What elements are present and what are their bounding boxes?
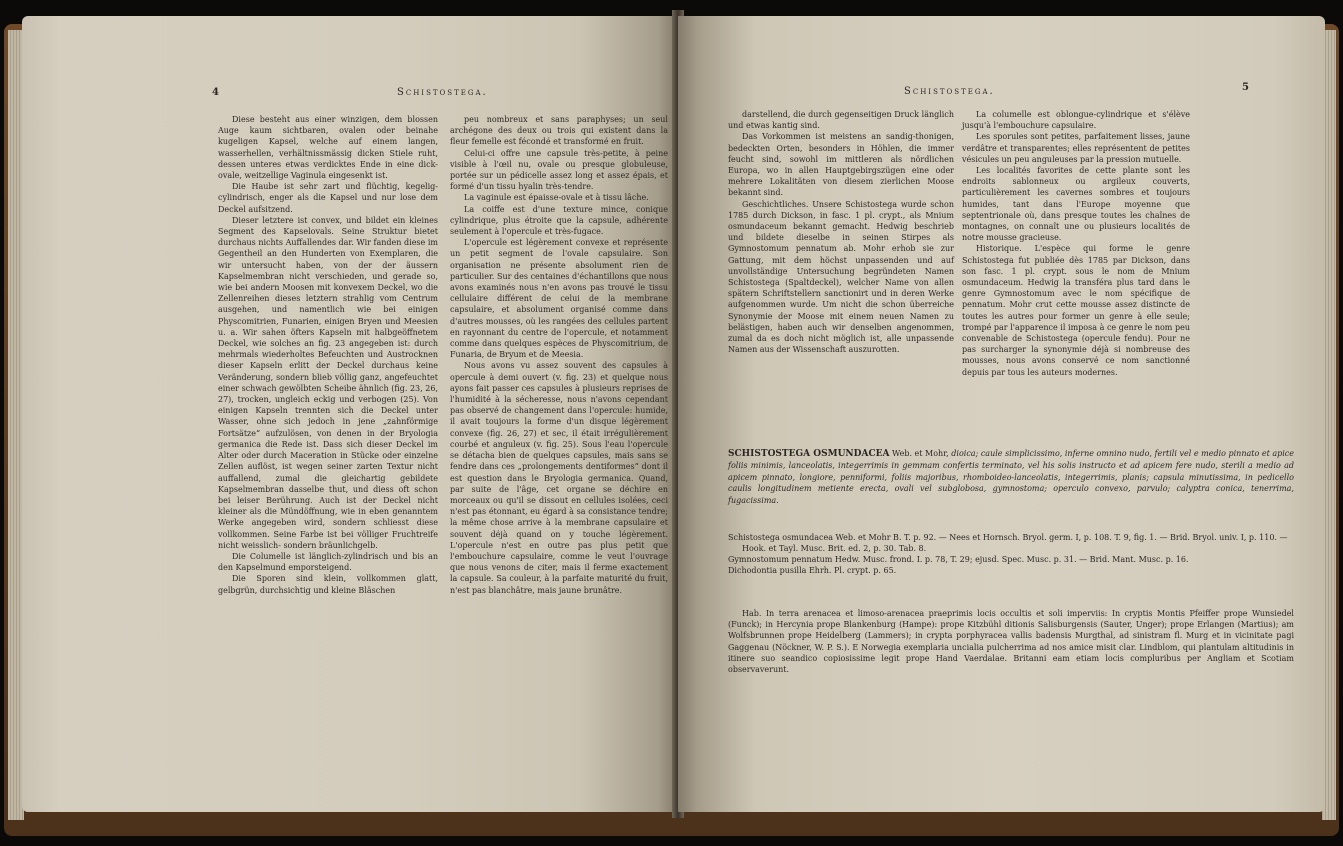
reference-entry: Dichodontia pusilla Ehrh. Pl. crypt. p. 65. bbox=[728, 566, 897, 575]
species-authors: Web. et Mohr, bbox=[892, 449, 949, 458]
paragraph: La vaginule est épaisse-ovale et à tissu lâche. bbox=[464, 193, 649, 203]
paragraph: La columelle est oblongue-cylindrique et s'élève jusqu'à l'embouchure capsulaire. bbox=[962, 110, 1190, 131]
paragraph: Hab. In terra arenacea et limoso-arenacea praeprimis locis occultis et soli imperviis: In cryptis Montis Pfeiffer prope Wunsiedel (Funck); in Hercynia prope Blankenburg (Hampe): prope Kitzbühl ditionis Salisburgensis (Sauter, Unger); prope Erlangen (Martius); am Wolfsbrunnen prope Heidelberg (Lammers); in crypta porphyracea vallis badensis Murgthal, ad sinistram fl. Murg et in vicinitate pagi Gaggenau (Nöckner, W. P. S.). E Norwegia exemplaria uncialia pulcherrima ad nos amice misit clar. Lindblom, qui plantulam altitudinis in itinere suo seandico copiosissime legit prope Hand Vaerdalae. Britanni eam etiam locis compluribus per Angliam et Scotiam observaverunt. bbox=[728, 609, 1294, 675]
reference-entry: Gymnostomum pennatum Hedw. Musc. frond. I. p. 78, T. 29; ejusd. Spec. Musc. p. 31. — Brid. Mant. Musc. p. 16. bbox=[728, 555, 1189, 564]
german-text-column bbox=[728, 109, 954, 355]
right-page bbox=[678, 16, 1325, 812]
species-diagnosis: dioica; caule simplicissimo, inferne omnino nudo, fertili vel e medio pinnato et apice foliis minimis, lanceolatis, integerrimis in gemmam confertis terminato, vel his solis instructo et ad apicem fere nudo, sterili a medio ad apicem pinnato, longiore, penniformi, foliis majoribus, rhomboideo-lanceolatis, integerrimis, planis; capsula minutissima, in pedicello caulis longitudinem metiente erecta, ovali vel subglobosa, gymnostoma; operculo convexo, parvulo; calyptra conica, tenerrima, fugacissima. bbox=[728, 449, 1295, 505]
paragraph: Geschichtliches. Unsere Schistostega wurde schon 1785 durch Dickson, in fasc. 1 pl. crypt., als Mnium osmundaceum bekannt gemacht. Hedwig beschrieb und bildete dieselbe in seinen Stirpes als Gymnostomum pennatum ab. Mohr erhob sie zur Gattung, mit dem höchst unpassenden und auf unvollständige Untersuchung begründeten Namen Schistostega (Spaltdeckel), welcher Name von allen spätern Schriftstellern sanctionirt und in deren Werke aufgenommen wurde. Um nicht die schon überreiche Synonymie der Moose mit einem neuen Namen zu belästigen, haben auch wir denselben angenommen, zumal da es doch nicht möglich ist, alle unpassende Namen aus der Wissenschaft auszurotten. bbox=[728, 199, 954, 355]
paragraph: peu nombreux et sans paraphyses; un seul archégone des deux ou trois qui existent dans la fleur femelle est fécondé et transformé en fruit. bbox=[450, 115, 668, 147]
paragraph: L'opercule est légèrement convexe et représente un petit segment de l'ovale capsulaire. Son organisation ne présente absolument rien de particulier. Sur des centaines d'échantillons que nous avons examinés nous n'en avons pas trouvé le tissu cellulaire différent de celui de la membrane capsulaire, et absolument organisé comme dans d'autres mousses, où les rangées des cellules partent en rayonnant du centre de l'opercule, et notamment comme dans quelques espèces de Physcomitrium, de Funaria, de Bryum et de Meesia. bbox=[450, 238, 668, 360]
page-number: 4 bbox=[212, 87, 219, 98]
paragraph: Historique. L'espèce qui forme le genre Schistostega fut publiée dès 1785 par Dickson, dans son fasc. 1 pl. crypt. sous le nom de Mnium osmundaceum. Hedwig la transféra plus tard dans le genre Gymnostomum avec le nom spécifique de pennatum. Mohr crut cette mousse assez distincte de toutes les autres pour former un genre à elle seule; trompé par l'apparence il imposa à ce genre le nom peu convenable de Schistostega (opercule fendu). Pour ne pas surcharger la synonymie déjà si nombreuse des mousses, nous avons conservé ce nom sanctionné depuis par tous les auteurs modernes. bbox=[962, 244, 1190, 377]
paragraph: Celui-ci offre une capsule très-petite, à peine visible à l'œil nu, ovale ou presque globuleuse, portée sur un pédicelle assez long et assez épais, et formé d'un tissu hyalin très-tendre. bbox=[450, 148, 668, 192]
paragraph: Die Columelle ist länglich-zylindrisch und bis an den Kapselmund emporsteigend. bbox=[218, 551, 438, 573]
paragraph: La coiffe est d'une texture mince, conique cylindrique, plus étroite que la capsule, adhérente seulement à l'opercule et très-fugace. bbox=[450, 204, 668, 237]
paragraph: Diese besteht aus einer winzigen, dem blossen Auge kaum sichtbaren, ovalen oder beinahe kugeligen Kapsel, welche auf einem langen, wasserhellen, verhältnissmässig dicken Stiele ruht, dessen unteres etwas verdicktes Ende in eine dick-ovale, weitzellige Vaginula eingesenkt ist. bbox=[218, 115, 438, 181]
habitat-paragraph bbox=[728, 608, 1294, 675]
german-text-column bbox=[218, 114, 438, 596]
running-head: Schistostega. bbox=[397, 87, 488, 98]
french-text-column bbox=[450, 114, 668, 596]
paragraph: Die Sporen sind klein, vollkommen glatt, gelbgrün, durchsichtig und kleine Bläschen bbox=[218, 574, 438, 595]
paragraph: Das Vorkommen ist meistens an sandig-thonigen, bedeckten Orten, besonders in Höhlen, die immer feucht sind, sowohl im mittleren als nördlichen Europa, wo in allen Hauptgebirgszügen eine oder mehrere Lokalitäten von diesem zierlichen Moose bekannt sind. bbox=[728, 132, 954, 198]
left-page bbox=[22, 16, 677, 812]
species-name: SCHISTOSTEGA OSMUNDACEA bbox=[728, 449, 890, 459]
running-head: Schistostega. bbox=[904, 86, 995, 97]
paragraph: Die Haube ist sehr zart und flüchtig, kegelig-cylindrisch, enger als die Kapsel und nur lose dem Deckel aufsitzend. bbox=[218, 182, 438, 214]
paragraph: darstellend, die durch gegenseitigen Druck länglich und etwas kantig sind. bbox=[728, 110, 954, 131]
species-heading bbox=[728, 448, 1294, 506]
french-text-column bbox=[962, 109, 1190, 378]
paragraph: Nous avons vu assez souvent des capsules à opercule à demi ouvert (v. fig. 23) et quelque nous ayons fait passer ces capsules à plusieurs reprises de l'humidité à la sécheresse, nous n'avons cependant pas observé de changement dans l'opercule: humide, il avait toujours la forme d'un disque légèrement convexe (fig. 26, 27) et sec, il était irrégulièrement courbé et anguleux (v. fig. 25). Sous l'eau l'opercule se détacha bien de quelques capsules, mais sans se fendre dans ces „prolongements dentiformes“ dont il est question dans le Bryologia germanica. Quand, par suite de l'âge, cet organe se déchire en morceaux ou qu'il se dissout en cellules isolées, ceci n'est pas étonnant, eu égard à sa consistance tendre; la même chose arrive à la membrane capsulaire et souvent déjà quand on y touche légèrement. L'opercule n'est en outre pas plus petit que l'embouchure capsulaire, comme le veut l'ouvrage que nous venons de citer, mais il ferme exactement la capsule. Sa couleur, à la parfaite maturité du fruit, n'est pas blanchâtre, mais jaune brunâtre. bbox=[450, 361, 668, 595]
synonymy-references bbox=[728, 532, 1294, 576]
paragraph: Dieser letztere ist convex, und bildet ein kleines Segment des Kapselovals. Seine Struktur bietet durchaus nichts Auffallendes dar. Wir fanden diese im Gegentheil an den Hunderten von Exemplaren, die wir untersucht haben, von der der äussern Kapselmembran nicht verschieden, und gerade so, wie bei andern Moosen mit konvexem Deckel, wo die Zellenreihen dieses letztern strahlig vom Centrum ausgehen, und namentlich wie bei einigen Physcomitrien, Funarien, einigen Bryen und Meesien u. a. Wir sahen öfters Kapseln mit halbgeöffnetem Deckel, wie solches an fig. 23 angegeben ist: durch mehrmals wiederholtes Befeuchten und Austrocknen dieser Kapseln erlitt der Deckel durchaus keine Veränderung, sondern blieb völlig ganz, angefeuchtet einer schwach gewölbten Scheibe ähnlich (fig. 23, 26, 27), trocken, ungleich eckig und verbogen (25). Von einigen Kapseln trennten sich die Deckel unter Wasser, ohne sich jedoch in jene „zahnförmige Fortsätze“ aufzulösen, von denen in der Bryologia germanica die Rede ist. Dass sich dieser Deckel im Alter oder durch Maceration in Stücke oder einzelne Zellen auflöst, ist wegen seiner zarten Textur nicht auffallend, zumal die gleichartig gebildete Kapselmembran dasselbe thut, und diess oft schon bei leiser Berührung. Auch ist der Deckel nicht kleiner als die Mündöffnung, wie in eben genanntem Werke angegeben wird, sondern schliesst diese vollkommen. Seine Farbe ist bei völliger Fruchtreife nicht weisslich- sondern bräunlichgelb. bbox=[218, 215, 438, 550]
paragraph: Les localités favorites de cette plante sont les endroits sablonneux ou argileux couverts, particulièrement les cavernes sombres et toujours humides, tant dans l'Europe moyenne que septentrionale où, dans presque toutes les chaînes de montagnes, on connaît une ou plusieurs localités de notre mousse gracieuse. bbox=[962, 166, 1190, 243]
page-number: 5 bbox=[1242, 82, 1249, 93]
paragraph: Les sporules sont petites, parfaitement lisses, jaune verdâtre et transparentes; elles représentent de petites vésicules un peu anguleuses par la pression mutuelle. bbox=[962, 132, 1190, 164]
reference-entry: Schistostega osmundacea Web. et Mohr B. T. p. 92. — Nees et Hornsch. Bryol. germ. I, p. 108. T. 9, fig. 1. — Brid. Bryol. univ. I, p. 110. — Hook. et Tayl. Musc. Brit. ed. 2, p. 30. Tab. 8. bbox=[728, 533, 1288, 553]
